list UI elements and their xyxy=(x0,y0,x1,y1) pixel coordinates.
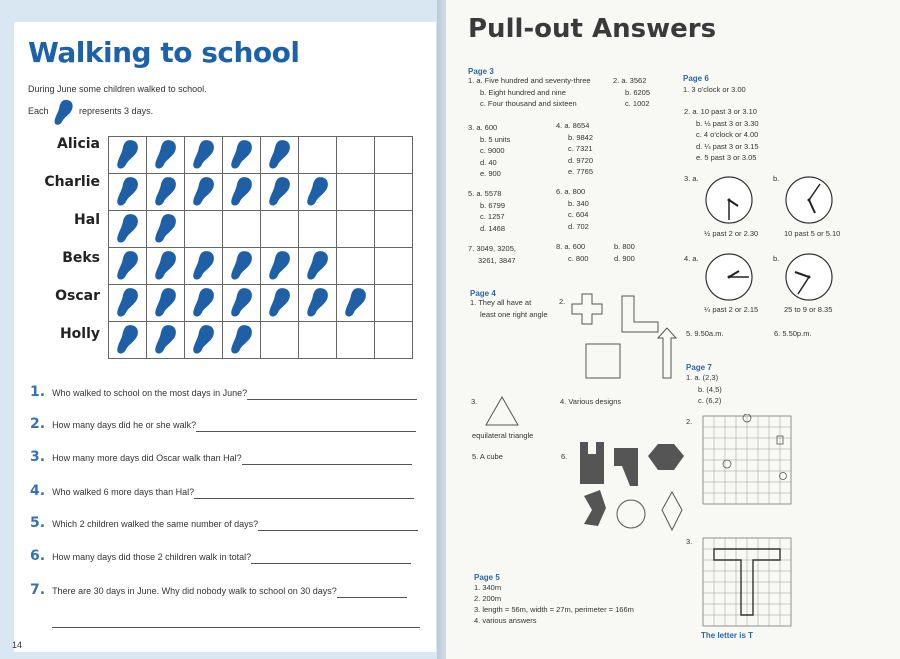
pictogram-cell xyxy=(223,211,261,248)
footprint-icon xyxy=(185,250,222,282)
question-number: 5. xyxy=(30,515,46,531)
question-number: 6. xyxy=(30,548,46,564)
pictogram-cell xyxy=(147,322,185,359)
coordinate-grid xyxy=(701,414,793,506)
page6-q3-label: 3. a. xyxy=(684,174,699,183)
page3-q2: 2. a. 3562 b. 6205 c. 1002 xyxy=(613,76,651,108)
child-name: Charlie xyxy=(44,174,100,190)
pictogram-cell xyxy=(185,322,223,359)
footprint-icon xyxy=(223,287,260,319)
child-name: Hal xyxy=(74,212,100,228)
page7-q3-label: 3. xyxy=(686,537,693,546)
footprint-icon xyxy=(109,287,146,319)
page3-heading: Page 3 xyxy=(468,67,494,76)
page6-q4b-caption: 25 to 9 or 8.35 xyxy=(784,305,833,314)
question-number: 1. xyxy=(30,384,46,400)
page3-q8: 8. a. 600 c. 800 xyxy=(556,242,589,263)
page4-q2-label: 2. xyxy=(559,297,566,306)
pictogram-grid xyxy=(108,136,413,359)
pictogram-cell xyxy=(109,211,147,248)
answer-line[interactable] xyxy=(247,398,417,400)
question-number: 3. xyxy=(30,449,46,465)
pictogram-cell xyxy=(223,322,261,359)
equilateral-triangle-icon xyxy=(484,395,520,427)
question-2 xyxy=(30,416,416,432)
answer-line[interactable] xyxy=(194,497,414,499)
pictogram-cell xyxy=(337,137,375,174)
shapes-with-right-angles xyxy=(570,292,690,382)
pictogram-cell xyxy=(375,322,413,359)
page6-q4b-label: b. xyxy=(773,254,780,263)
page6-q3b-caption: 10 past 5 or 5.10 xyxy=(784,229,841,238)
footprint-icon xyxy=(109,324,146,356)
pictogram-cell xyxy=(337,211,375,248)
child-name: Beks xyxy=(62,250,100,266)
pictogram-cell xyxy=(261,285,299,322)
footprint-icon xyxy=(185,176,222,208)
pictogram-row xyxy=(109,322,413,359)
clock-icon xyxy=(704,252,754,302)
footprint-icon xyxy=(337,287,374,319)
footprint-icon xyxy=(299,287,336,319)
page7-heading: Page 7 xyxy=(686,363,712,372)
shapes-answer xyxy=(576,438,686,534)
key-each-label: Each xyxy=(28,106,49,116)
question-text: Which 2 children walked the same number of days? xyxy=(52,519,259,529)
pictogram-cell xyxy=(375,248,413,285)
pictogram-cell xyxy=(261,322,299,359)
question-text: Who walked 6 more days than Hal? xyxy=(52,487,195,497)
pictogram-cell xyxy=(299,248,337,285)
right-page xyxy=(446,0,900,659)
footprint-icon xyxy=(147,287,184,319)
page4-q6-label: 6. xyxy=(561,452,568,461)
page6-q6: 6. 5.50p.m. xyxy=(774,329,812,338)
question-text: How many days did he or she walk? xyxy=(52,420,197,430)
answer-line[interactable] xyxy=(251,562,411,564)
page3-q4: 4. a. 8654 b. 9842 c. 7321 d. 9720 e. 7765 xyxy=(556,121,594,176)
answer-line[interactable] xyxy=(196,430,416,432)
pictogram-cell xyxy=(223,285,261,322)
question-number: 7. xyxy=(30,582,46,598)
footprint-icon xyxy=(147,250,184,282)
question-text: Who walked to school on the most days in June? xyxy=(52,388,248,398)
pictogram-cell xyxy=(185,211,223,248)
pictogram-cell xyxy=(185,285,223,322)
pictogram-cell xyxy=(375,174,413,211)
page4-q3-caption: equilateral triangle xyxy=(472,431,534,440)
clock-icon xyxy=(704,175,754,225)
pictogram-cell xyxy=(375,211,413,248)
pictogram-cell xyxy=(375,137,413,174)
pictogram-cell xyxy=(261,174,299,211)
pictogram-cell xyxy=(147,248,185,285)
pictogram-cell xyxy=(299,322,337,359)
footprint-icon xyxy=(261,139,298,171)
footprint-icon xyxy=(185,324,222,356)
letter-grid xyxy=(701,536,793,628)
question-5 xyxy=(30,515,418,531)
page7-q2-label: 2. xyxy=(686,417,693,426)
question-number: 4. xyxy=(30,483,46,499)
page3-q8-right: b. 800 d. 900 xyxy=(614,242,635,263)
footprint-icon xyxy=(109,176,146,208)
footprint-icon xyxy=(299,250,336,282)
pictogram-cell xyxy=(109,322,147,359)
question-4 xyxy=(30,483,414,499)
pictogram-cell xyxy=(337,174,375,211)
pictogram-cell xyxy=(109,137,147,174)
page4-q5: 5. A cube xyxy=(472,452,503,461)
page6-q5: 5. 9.50a.m. xyxy=(686,329,724,338)
question-3 xyxy=(30,449,412,465)
page3-q1: 1. a. Five hundred and seventy-three b. Eight hundred and nine c. Four thousand and sixteen xyxy=(468,76,591,108)
page3-q7: 7. 3049, 3205, 3261, 3847 xyxy=(468,244,516,265)
footprint-icon xyxy=(223,139,260,171)
page4-q1: 1. They all have at least one right angle xyxy=(470,298,548,319)
pictogram-cell xyxy=(147,211,185,248)
page6-heading: Page 6 xyxy=(683,74,709,83)
pictogram-cell xyxy=(185,174,223,211)
answer-line-extra[interactable] xyxy=(52,618,420,628)
answer-line[interactable] xyxy=(337,596,407,598)
page4-heading: Page 4 xyxy=(470,289,496,298)
pictogram-row xyxy=(109,137,413,174)
page3-q3: 3. a. 600 b. 5 units c. 9000 d. 40 e. 900 xyxy=(468,123,511,178)
page7-footer: The letter is T xyxy=(701,631,754,640)
pictogram-cell xyxy=(299,174,337,211)
answers-title: Pull-out Answers xyxy=(468,14,717,44)
question-text: How many days did those 2 children walk in total? xyxy=(52,552,252,562)
page3-q5: 5. a. 5578 b. 6799 c. 1257 d. 1468 xyxy=(468,189,506,233)
pictogram-cell xyxy=(223,248,261,285)
clock-icon xyxy=(784,175,834,225)
page5-heading: Page 5 xyxy=(474,573,500,582)
footprint-icon xyxy=(185,139,222,171)
pictogram-cell xyxy=(223,174,261,211)
worksheet-title: Walking to school xyxy=(28,36,300,69)
page6-q3a-caption: ½ past 2 or 2.30 xyxy=(704,229,759,238)
pictogram-cell xyxy=(337,322,375,359)
footprint-icon xyxy=(223,176,260,208)
page7-q1: 1. a. (2,3) b. (4,5) c. (6,2) xyxy=(686,373,722,405)
page6-q2: 2. a. 10 past 3 or 3.10 b. ½ past 3 or 3.30 c. 4 o'clock or 4.00 d. ¼ past 3 or 3.15 e. 5 past 3 or 3.05 xyxy=(684,107,759,162)
page6-q4a-caption: ¼ past 2 or 2.15 xyxy=(704,305,759,314)
pictogram-cell xyxy=(147,137,185,174)
pictogram-key xyxy=(28,106,153,116)
footprint-icon xyxy=(299,176,336,208)
pictogram-cell xyxy=(185,137,223,174)
pictogram-cell xyxy=(185,248,223,285)
pictogram-cell xyxy=(299,285,337,322)
footprint-icon xyxy=(147,176,184,208)
question-6 xyxy=(30,548,411,564)
footprint-icon xyxy=(223,250,260,282)
page4-q3-label: 3. xyxy=(471,397,478,406)
footprint-icon xyxy=(147,213,184,245)
page-number: 14 xyxy=(12,640,23,650)
footprint-icon xyxy=(109,139,146,171)
left-page xyxy=(0,0,446,659)
question-text: How many more days did Oscar walk than Hal? xyxy=(52,453,242,463)
footprint-icon xyxy=(261,250,298,282)
page6-q4-label: 4. a. xyxy=(684,254,699,263)
page4-q4: 4. Various designs xyxy=(560,397,622,406)
pictogram-cell xyxy=(337,248,375,285)
pictogram-cell xyxy=(261,248,299,285)
footprint-icon xyxy=(185,287,222,319)
page6-q3b-label: b. xyxy=(773,174,780,183)
footprint-icon xyxy=(223,324,260,356)
pictogram-cell xyxy=(147,285,185,322)
child-name: Oscar xyxy=(55,288,100,304)
pictogram-cell xyxy=(299,137,337,174)
pictogram-cell xyxy=(337,285,375,322)
answer-line[interactable] xyxy=(258,529,418,531)
pictogram-cell xyxy=(299,211,337,248)
pictogram-cell xyxy=(261,137,299,174)
footprint-icon xyxy=(261,287,298,319)
pictogram-cell xyxy=(109,248,147,285)
child-name-column xyxy=(28,136,100,364)
pictogram-row xyxy=(109,248,413,285)
footprint-icon xyxy=(109,213,146,245)
clock-icon xyxy=(784,252,834,302)
pictogram-row xyxy=(109,174,413,211)
pictogram-cell xyxy=(109,174,147,211)
pictogram-cell xyxy=(109,285,147,322)
pictogram-cell xyxy=(223,137,261,174)
pictogram-cell xyxy=(375,285,413,322)
pictogram-cell xyxy=(147,174,185,211)
page6-q1: 1. 3 o'clock or 3.00 xyxy=(683,85,746,94)
child-name: Holly xyxy=(59,326,100,342)
intro-text: During June some children walked to school. xyxy=(28,84,207,94)
footprint-icon xyxy=(147,324,184,356)
page3-q6: 6. a. 800 b. 340 c. 604 d. 702 xyxy=(556,187,589,231)
page5-answers: 1. 340m 2. 200m 3. length = 56m, width = 27m, perimeter = 166m 4. various answers xyxy=(474,583,634,625)
footprint-icon xyxy=(261,176,298,208)
footprint-icon xyxy=(109,250,146,282)
pictogram-cell xyxy=(261,211,299,248)
question-text: There are 30 days in June. Why did nobody walk to school on 30 days? xyxy=(52,586,337,596)
key-represents-label: represents 3 days. xyxy=(79,106,154,116)
footprint-icon xyxy=(52,99,76,127)
pictogram-row xyxy=(109,285,413,322)
answer-line[interactable] xyxy=(242,463,412,465)
pictogram-row xyxy=(109,211,413,248)
question-number: 2. xyxy=(30,416,46,432)
footprint-icon xyxy=(147,139,184,171)
question-7 xyxy=(30,582,407,598)
question-1 xyxy=(30,384,417,400)
child-name: Alicia xyxy=(57,136,100,152)
